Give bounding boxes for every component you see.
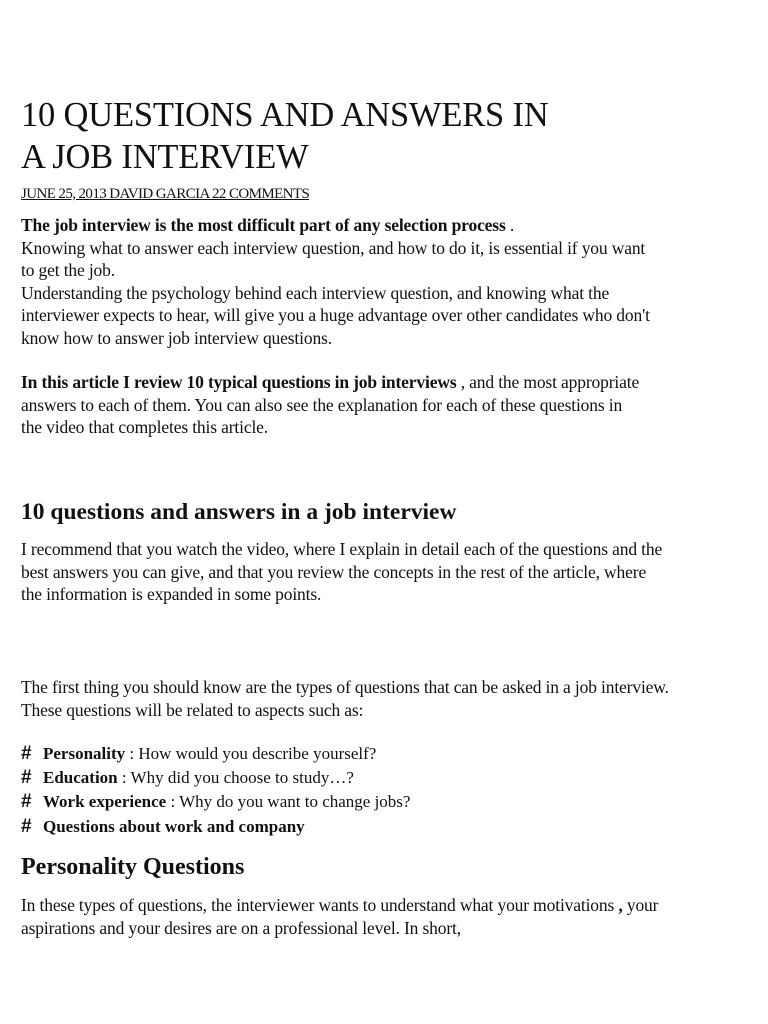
review-paragraph <box>21 371 646 439</box>
article-title-line1: 10 QUESTIONS AND ANSWERS IN <box>21 96 549 134</box>
article-title-line2: A JOB INTERVIEW <box>21 138 309 176</box>
intro-bold-lead-tail: . <box>505 215 515 235</box>
article-title <box>21 94 641 178</box>
list-item-label: Education <box>43 768 118 788</box>
list-item-text: : Why do you want to change jobs? <box>166 792 411 812</box>
hash-icon: # <box>21 791 32 813</box>
section-heading-personality-questions: Personality Questions <box>21 854 245 880</box>
list-item-label: Questions about work and company <box>43 816 305 836</box>
list-item-work-experience <box>21 790 410 814</box>
intro-paragraph-3: Understanding the psychology behind each interview question, and knowing what the interviewer expects to hear, will give you a huge advantage over other candidates who don't know how to answer job interview questions. <box>21 282 650 348</box>
list-item-text: : Why did you choose to study…? <box>117 768 354 788</box>
types-paragraph: The first thing you should know are the types of questions that can be asked in a job interview. These questions will be related to aspects such as: <box>21 677 669 720</box>
hash-icon: # <box>21 767 32 789</box>
intro-block <box>21 214 651 349</box>
list-item-label: Work experience <box>43 792 167 812</box>
intro-lead <box>21 214 651 237</box>
hash-icon: # <box>21 743 32 764</box>
list-item-text: : How would you describe yourself? <box>125 744 377 763</box>
intro-bold-lead: The job interview is the most difficult part of any selection process <box>21 215 506 235</box>
list-item-work-company <box>21 815 410 839</box>
section-heading-10-questions: 10 questions and answers in a job interview <box>21 499 457 525</box>
review-block <box>21 371 646 439</box>
list-item-label: Personality <box>43 744 126 763</box>
intro-paragraph-2: Knowing what to answer each interview question, and how to do it, is essential if you want to get the job. <box>21 237 646 280</box>
section2-text-start: In these types of questions, the interviewer wants to understand what your motivations <box>21 895 615 915</box>
section2-block <box>21 894 661 939</box>
section2-paragraph <box>21 894 661 939</box>
section2-text-end: your aspirations and your desires are on a professional level. In short, <box>21 895 659 938</box>
article-meta-link[interactable]: JUNE 25, 2013 DAVID GARCIA 22 COMMENTS <box>21 186 310 202</box>
list-item-education <box>21 766 410 790</box>
section2-bold-comma: , <box>614 895 623 915</box>
review-rest: , and the most appropriate answers to each of them. You can also see the explanation for each of these questions in the video that completes this article. <box>21 372 640 437</box>
hash-icon: # <box>21 815 32 837</box>
section1-paragraph: I recommend that you watch the video, where I explain in detail each of the questions and the best answers you can give, and that you review the concepts in the rest of the article, where the information is expanded in some points. <box>21 539 663 604</box>
question-types-list <box>21 742 410 839</box>
section1-block <box>21 538 669 606</box>
list-item-personality <box>21 742 410 766</box>
review-bold-lead: In this article I review 10 typical questions in job interviews <box>21 372 457 392</box>
types-block <box>21 676 671 721</box>
